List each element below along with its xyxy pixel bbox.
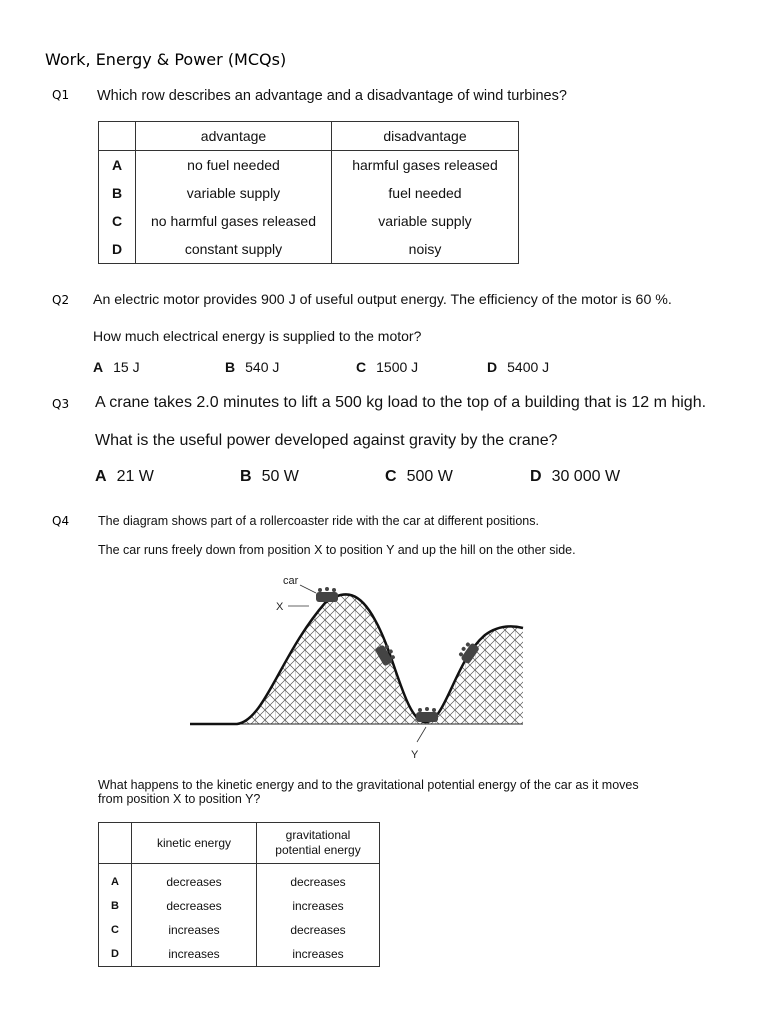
option-letter: D bbox=[530, 468, 542, 485]
q2-option-b[interactable] bbox=[225, 359, 279, 375]
q4-row-a[interactable] bbox=[99, 864, 380, 895]
q3-option-a[interactable] bbox=[95, 468, 154, 486]
y-label: Y bbox=[411, 749, 419, 761]
option-letter: B bbox=[240, 468, 252, 485]
option-letter: C bbox=[356, 359, 367, 375]
car-label: car bbox=[283, 575, 299, 587]
q4-row-ke: decreases bbox=[132, 864, 257, 895]
q3-number: Q3 bbox=[52, 397, 70, 411]
lattice-support bbox=[237, 594, 523, 724]
q4-row-d[interactable] bbox=[99, 942, 380, 967]
option-value: 540 J bbox=[245, 359, 280, 375]
q4-row-letter: D bbox=[99, 942, 132, 967]
q1-row-disadvantage: harmful gases released bbox=[332, 151, 519, 180]
rollercoaster-diagram bbox=[185, 570, 530, 765]
option-value: 1500 J bbox=[376, 359, 419, 375]
q4-row-c[interactable] bbox=[99, 918, 380, 942]
q2-text: An electric motor provides 900 J of useful output energy. The efficiency of the motor is 60 %. bbox=[93, 292, 672, 308]
q4-row-letter: A bbox=[99, 864, 132, 895]
q3-text: A crane takes 2.0 minutes to lift a 500 kg load to the top of a building that is 12 m high. bbox=[95, 394, 707, 411]
q3-option-b[interactable] bbox=[240, 468, 299, 486]
q4-row-ke: decreases bbox=[132, 894, 257, 918]
q1-header-advantage: advantage bbox=[136, 122, 332, 151]
q4-row-letter: B bbox=[99, 894, 132, 918]
q3-option-c[interactable] bbox=[385, 468, 453, 486]
q4-header-gpe bbox=[257, 823, 380, 864]
q4-row-gpe: decreases bbox=[257, 864, 380, 895]
q4-text-2: The car runs freely down from position X to position Y and up the hill on the other side. bbox=[98, 543, 576, 557]
q1-row-disadvantage: fuel needed bbox=[332, 179, 519, 207]
option-letter: C bbox=[385, 468, 397, 485]
car-icon-bottom bbox=[416, 707, 438, 722]
q2-question: How much electrical energy is supplied to the motor? bbox=[93, 328, 422, 344]
q1-row-advantage: variable supply bbox=[136, 179, 332, 207]
q1-row-advantage: no harmful gases released bbox=[136, 207, 332, 235]
q4-question: What happens to the kinetic energy and to the gravitational potential energy of the car as it moves from position X to position Y? bbox=[98, 778, 639, 806]
q1-row-letter: C bbox=[99, 207, 136, 235]
q4-row-ke: increases bbox=[132, 942, 257, 967]
q4-number: Q4 bbox=[52, 514, 70, 528]
q4-header-gpe-line1: gravitational bbox=[285, 828, 351, 842]
q2-option-a[interactable] bbox=[93, 359, 140, 375]
q1-row-advantage: no fuel needed bbox=[136, 151, 332, 180]
q1-number: Q1 bbox=[52, 88, 70, 102]
q4-row-letter: C bbox=[99, 918, 132, 942]
option-value: 30 000 W bbox=[551, 468, 621, 485]
q1-row-a[interactable] bbox=[99, 151, 519, 180]
option-value: 500 W bbox=[406, 468, 453, 485]
q1-row-advantage: constant supply bbox=[136, 235, 332, 264]
q1-header-disadvantage: disadvantage bbox=[332, 122, 519, 151]
option-letter: B bbox=[225, 359, 236, 375]
option-letter: A bbox=[93, 359, 104, 375]
x-label: X bbox=[276, 601, 284, 613]
option-letter: A bbox=[95, 468, 107, 485]
q1-row-disadvantage: noisy bbox=[332, 235, 519, 264]
car-icon-top bbox=[316, 587, 338, 602]
page-title: Work, Energy & Power (MCQs) bbox=[45, 50, 287, 69]
q4-row-gpe: increases bbox=[257, 894, 380, 918]
option-value: 21 W bbox=[116, 468, 154, 485]
q2-number: Q2 bbox=[52, 293, 70, 307]
option-value: 5400 J bbox=[507, 359, 550, 375]
q2-option-c[interactable] bbox=[356, 359, 418, 375]
q4-row-gpe: decreases bbox=[257, 918, 380, 942]
option-value: 15 J bbox=[113, 359, 140, 375]
q2-option-d[interactable] bbox=[487, 359, 549, 375]
q1-answer-table bbox=[98, 121, 519, 264]
q1-text: Which row describes an advantage and a disadvantage of wind turbines? bbox=[97, 88, 567, 104]
q4-text-1: The diagram shows part of a rollercoaster ride with the car at different positions. bbox=[98, 514, 539, 528]
q4-row-b[interactable] bbox=[99, 894, 380, 918]
q1-row-b[interactable] bbox=[99, 179, 519, 207]
q4-row-gpe: increases bbox=[257, 942, 380, 967]
q4-header-gpe-line2: potential energy bbox=[275, 843, 361, 857]
y-label-leader bbox=[417, 727, 426, 742]
q1-header-blank bbox=[99, 122, 136, 151]
q1-row-disadvantage: variable supply bbox=[332, 207, 519, 235]
q4-header-ke: kinetic energy bbox=[132, 823, 257, 864]
q1-row-letter: D bbox=[99, 235, 136, 264]
q1-row-d[interactable] bbox=[99, 235, 519, 264]
q1-row-c[interactable] bbox=[99, 207, 519, 235]
q4-header-blank bbox=[99, 823, 132, 864]
q3-option-d[interactable] bbox=[530, 468, 620, 486]
q4-row-ke: increases bbox=[132, 918, 257, 942]
car-label-leader bbox=[300, 585, 316, 593]
q1-row-letter: B bbox=[99, 179, 136, 207]
option-letter: D bbox=[487, 359, 498, 375]
q1-row-letter: A bbox=[99, 151, 136, 180]
option-value: 50 W bbox=[261, 468, 299, 485]
q3-question: What is the useful power developed against gravity by the crane? bbox=[95, 432, 558, 449]
q4-answer-table bbox=[98, 822, 380, 967]
